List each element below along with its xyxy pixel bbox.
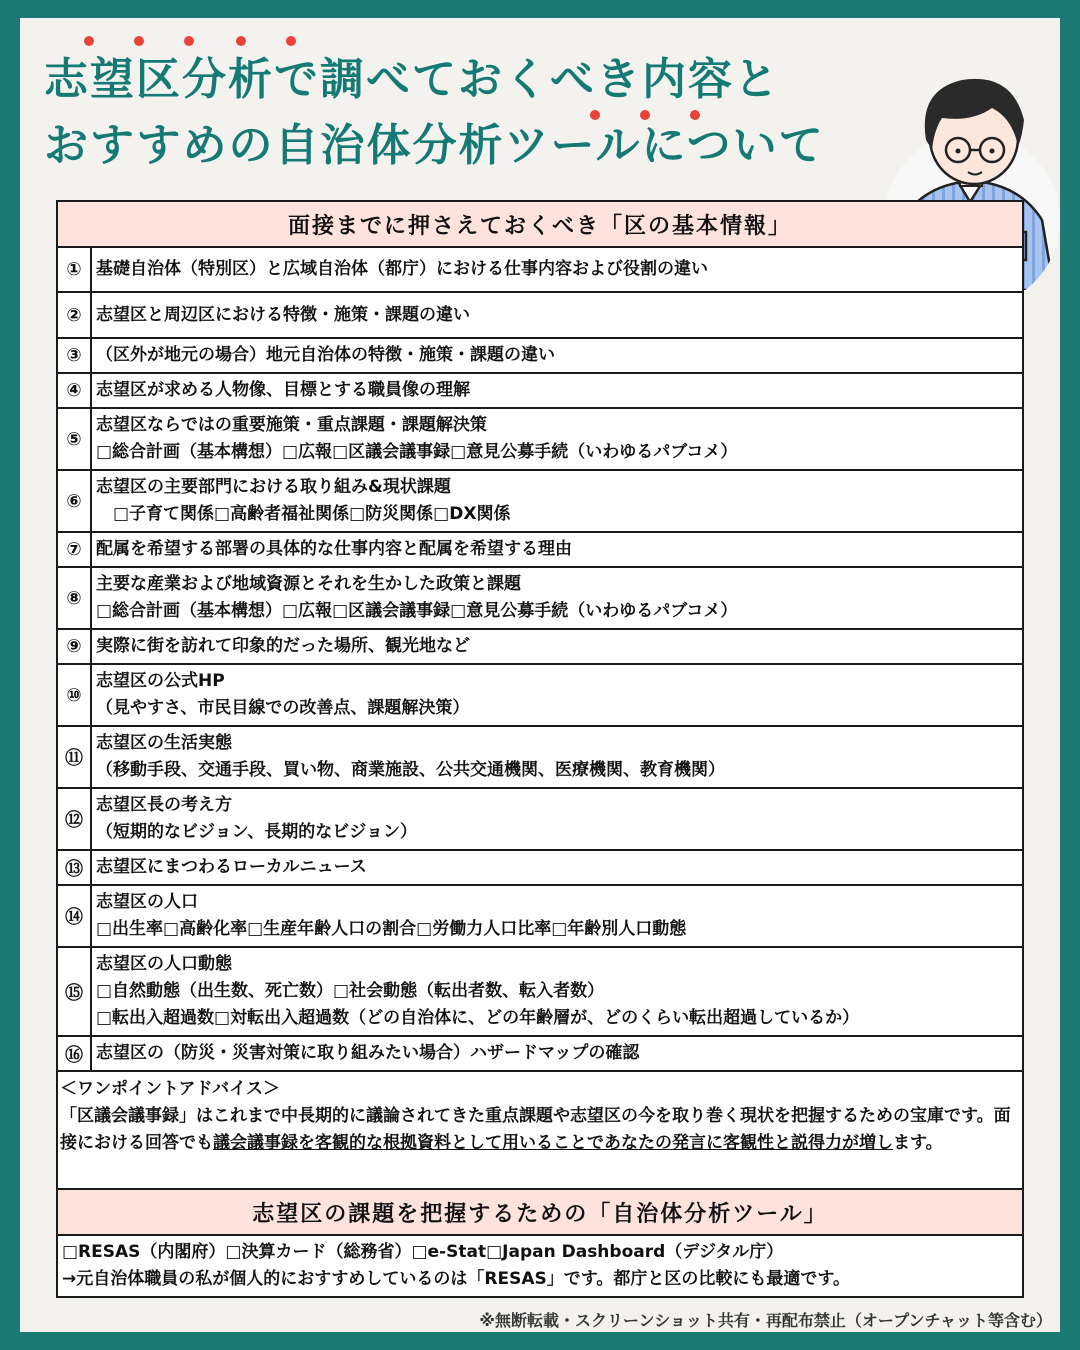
row-subtext: □総合計画（基本構想）□広報□区議会議事録□意見公募手続（いわゆるパブコメ） [96,601,738,621]
advice-text [60,1103,1020,1157]
row-number: ⑩ [58,665,92,725]
tools-list [58,1236,1022,1296]
row-content [92,248,708,291]
emphasis-dot [690,110,700,120]
row-content [92,339,555,372]
table-row [58,339,1022,374]
row-text: 配属を希望する部署の具体的な仕事内容と配属を希望する理由 [96,539,572,559]
row-subtext: （移動手段、交通手段、買い物、商業施設、公共交通機関、医療機関、教育機関） [96,760,725,780]
copyright-notice: ※無断転載・スクリーンショット共有・再配布禁止（オープンチャット等含む） [479,1311,1052,1330]
tools-recommendation: →元自治体職員の私が個人的におすすめしているのは「RESAS」です。都庁と区の比較にも最適です。 [62,1269,851,1289]
emphasis-dot [134,36,144,46]
row-number: ① [58,248,92,291]
row-number: ② [58,293,92,337]
row-subtext: （見やすさ、市民目線での改善点、課題解決策） [96,698,470,718]
row-number: ⑦ [58,533,92,566]
row-subtext: （短期的なビジョン、長期的なビジョン） [96,822,417,842]
row-number: ⑯ [58,1037,92,1070]
row-subtext: □転出入超過数□対転出入超過数（どの自治体に、どの年齢層が、どのくらい転出超過しているか） [96,1008,860,1028]
table-row [58,374,1022,409]
row-subtext: □出生率□高齢化率□生産年齢人口の割合□労働力人口比率□年齢別人口動態 [96,919,687,939]
table-row [58,886,1022,948]
table-row [58,789,1022,851]
row-number: ④ [58,374,92,407]
row-content [92,630,470,663]
row-number: ⑬ [58,851,92,884]
row-text: 志望区の（防災・災害対策に取り組みたい場合）ハザードマップの確認 [96,1043,640,1063]
row-text: 主要な産業および地域資源とそれを生かした政策と課題 [96,574,521,594]
table-row [58,471,1022,533]
advice-heading: ＜ワンポイントアドバイス＞ [60,1079,280,1099]
row-text: 志望区の人口動態 [96,954,232,974]
row-number: ⑤ [58,409,92,469]
table-row [58,948,1022,1037]
row-content [92,665,469,725]
row-subtext: □子育て関係□高齢者福祉関係□防災関係□DX関係 [96,504,511,524]
row-number: ⑫ [58,789,92,849]
row-content [92,568,737,628]
row-text: 志望区の生活実態 [96,733,232,753]
row-text: 志望区の公式HP [96,671,225,691]
table-row [58,409,1022,471]
advice-text-part: ます。 [893,1133,943,1153]
row-content [92,948,859,1035]
table-row [58,248,1022,293]
row-text: 基礎自治体（特別区）と広域自治体（都庁）における仕事内容および役割の違い [96,259,708,279]
row-content [92,533,572,566]
row-content [92,293,470,337]
row-subtext: □総合計画（基本構想）□広報□区議会議事録□意見公募手続（いわゆるパブコメ） [96,442,738,462]
row-content [92,374,470,407]
advice-box [58,1072,1022,1190]
row-number: ⑭ [58,886,92,946]
row-text: 志望区の人口 [96,892,198,912]
row-subtext: □自然動態（出生数、死亡数）□社会動態（転出者数、転入者数） [96,981,605,1001]
row-text: 志望区の主要部門における取り組み&現状課題 [96,477,451,497]
row-text: 志望区が求める人物像、目標とする職員像の理解 [96,380,470,400]
emphasis-dot [84,36,94,46]
page-title-line-1: 志望区分析で調べておくべき内容と [44,54,780,105]
row-number: ⑪ [58,727,92,787]
row-number: ⑧ [58,568,92,628]
row-text: 志望区と周辺区における特徴・施策・課題の違い [96,304,470,325]
page-title-line-2: おすすめの自治体分析ツールについて [44,120,825,171]
row-number: ⑮ [58,948,92,1035]
basic-info-table [56,200,1024,1298]
emphasis-dot [184,36,194,46]
table-row [58,851,1022,886]
table-header: 面接までに押さえておくべき「区の基本情報」 [58,202,1022,248]
table-row [58,1037,1022,1072]
emphasis-dot [236,36,246,46]
advice-text-part: 「区議会議事録」はこれまで中長期的に議論されてきた重点課題や志望区の今を取り巻く現状を把握するための宝庫です。面接における回答でも [60,1106,1011,1153]
advice-text-underlined: 議会議事録を客観的な根拠資料として用いることであなたの発言に客観性と説得力が増し [213,1133,893,1153]
row-number: ③ [58,339,92,372]
row-number: ⑥ [58,471,92,531]
row-content [92,727,725,787]
table-row [58,727,1022,789]
row-content [92,409,737,469]
table-row [58,665,1022,727]
row-text: 志望区にまつわるローカルニュース [96,857,367,877]
row-content [92,886,686,946]
row-text: 志望区ならではの重要施策・重点課題・課題解決策 [96,415,487,435]
row-content [92,851,367,884]
row-text: 志望区長の考え方 [96,795,232,815]
table-row [58,568,1022,630]
tools-header: 志望区の課題を把握するための「自治体分析ツール」 [58,1190,1022,1236]
row-number: ⑨ [58,630,92,663]
tools-line: □RESAS（内閣府）□決算カード（総務省）□e-Stat□Japan Dashboard（デジタル庁） [62,1242,784,1262]
row-text: 実際に街を訪れて印象的だった場所、観光地など [96,636,470,656]
row-text: （区外が地元の場合）地元自治体の特徴・施策・課題の違い [96,345,555,365]
emphasis-dot [286,36,296,46]
row-content [92,1037,639,1070]
table-row [58,293,1022,339]
table-row [58,630,1022,665]
emphasis-dot [640,110,650,120]
emphasis-dot [590,110,600,120]
row-content [92,471,510,531]
row-content [92,789,417,849]
table-row [58,533,1022,568]
